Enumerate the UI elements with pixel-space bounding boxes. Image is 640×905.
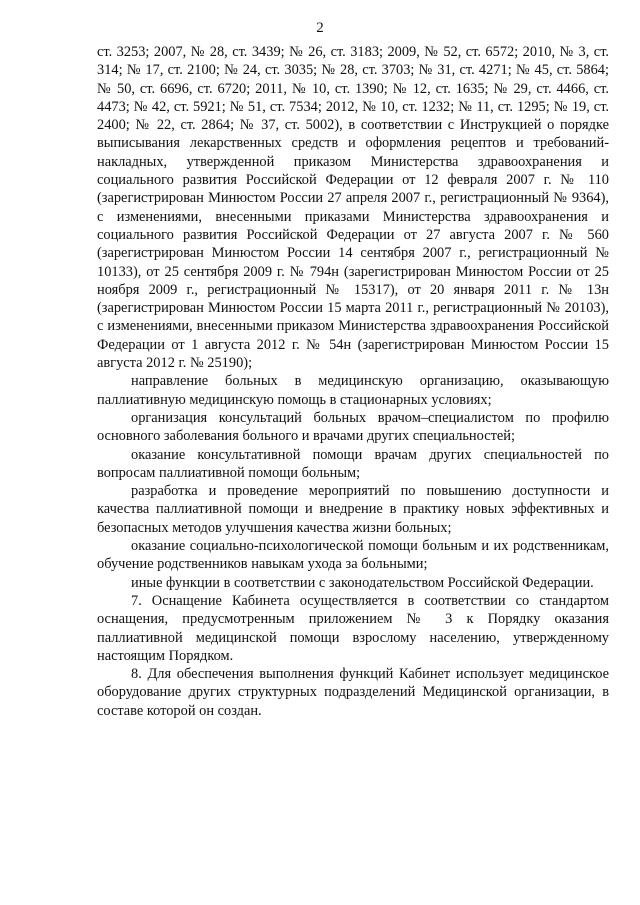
paragraph-section-8-equipment-use: 8. Для обеспечения выполнения функций Кабинет использует медицинское оборудование других структурных подразделений Медицинской организации, в составе которой он создан. — [97, 666, 609, 719]
paragraph-section-7-equipment: 7. Оснащение Кабинета осуществляется в соответствии со стандартом оснащения, предусмотренным приложением № 3 к Порядку оказания паллиативной медицинской помощи взрослому населению, утвержденному настоящим Порядком. — [97, 592, 609, 664]
paragraph-psychological-help: оказание социально-психологической помощи больным и их родственникам, обучение родственников навыкам ухода за больными; — [97, 538, 609, 573]
paragraph-other-functions: иные функции в соответствии с законодательством Российской Федерации. — [131, 574, 594, 591]
page-number: 2 — [316, 20, 324, 36]
paragraph-specialist-consultations: организация консультаций больных врачом–специалистом по профилю основного заболевания больного и врачами других специальностей; — [97, 409, 609, 445]
paragraph-patient-referral: направление больных в медицинскую организацию, оказывающую паллиативную медицинскую помощь в стационарных условиях; — [97, 373, 609, 408]
paragraph-legal-references: ст. 3253; 2007, № 28, ст. 3439; № 26, ст. 3183; 2009, № 52, ст. 6572; 2010, № 3, ст. 314; № 17, ст. 2100; № 24, ст. 3035; № 28, ст. 3703; № 31, ст. 4271; № 45, ст. 5864; № 50, ст. 6696, ст. 6720; 2011, № 10, ст. 1390; № 12, ст. 1635; № 29, ст. 4466, ст. 4473; № 42, ст. 5921; № 51, ст. 7534; 2012, № 10, ст. 1232; № 11, ст. 1295; № 19, ст. 2400; № 22, ст. 2864; № 37, ст. 5002), в соответствии с Инструкцией о порядке выписывания лекарственных средств и оформления рецептов и требований-накладных, утвержденной приказом Министерства здравоохранения и социального развития Российской Федерации от 12 февраля 2007 г. № 110 (зарегистрирован Минюстом России 27 апреля 2007 г., регистрационный № 9364), с изменениями, внесенными приказами Министерства здравоохранения и социального развития Российской Федерации от 27 августа 2007 г. № 560 (зарегистрирован Минюстом России 14 сентября 2007 г., регистрационный № 10133), от 25 сентября 2009 г. № 794н (зарегистрирован Минюстом России от 25 ноября 2009 г., регистрационный № 15317), от 20 января 2011 г. № 13н (зарегистрирован Минюстом России 15 марта 2011 г., регистрационный № 20103), с изменениями, внесенными приказом Министерства здравоохранения Российской Федерации от 1 августа 2012 г. № 54н (зарегистрирован Минюстом России 15 августа 2012 г. № 25190); — [97, 44, 609, 372]
paragraph-quality-measures: разработка и проведение мероприятий по повышению доступности и качества паллиативной помощи и внедрение в практику новых эффективных и безопасных методов улучшения качества жизни больных; — [97, 483, 609, 536]
paragraph-advisory-help: оказание консультативной помощи врачам других специальностей по вопросам паллиативной помощи больным; — [97, 446, 609, 481]
document-body — [97, 43, 609, 720]
